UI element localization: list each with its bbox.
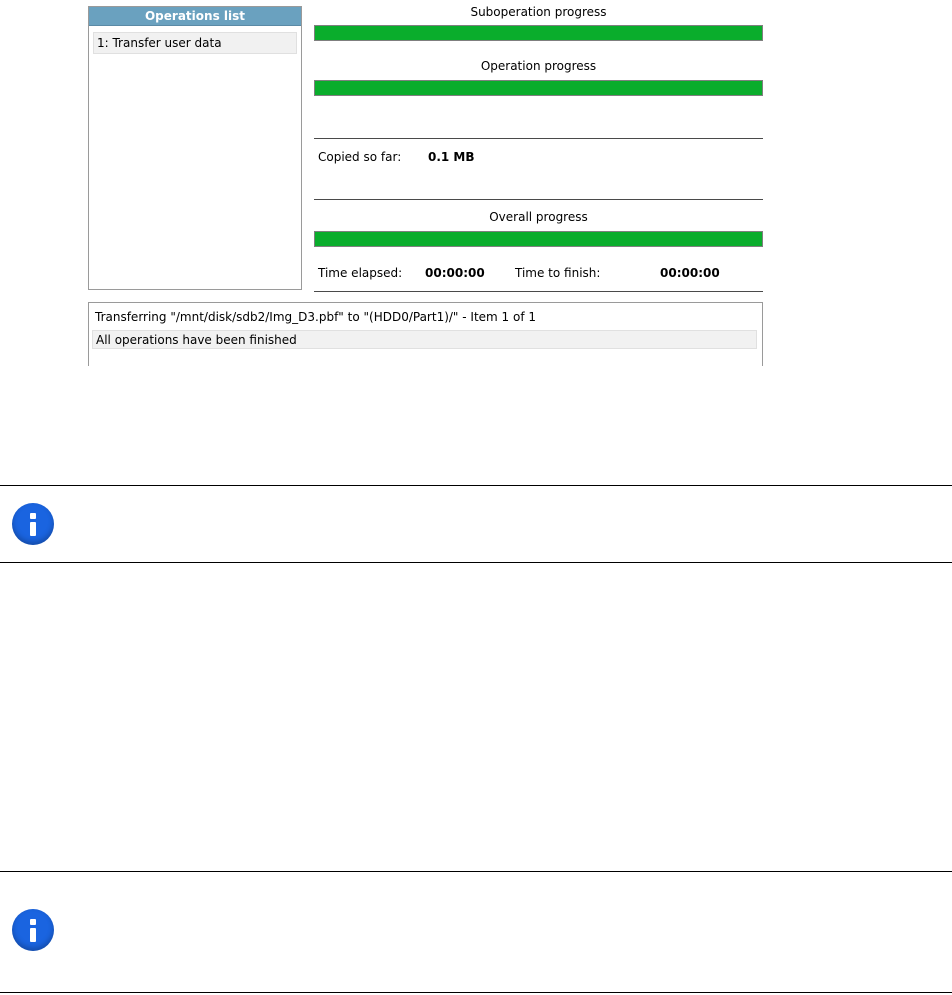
- overall-progress-fill: [315, 232, 762, 246]
- note-top-rule: [0, 871, 952, 872]
- divider: [314, 138, 763, 139]
- status-log-panel: [88, 302, 763, 366]
- info-icon: [12, 503, 54, 545]
- note-bottom-rule: [0, 562, 952, 563]
- copied-so-far-value: 0.1 MB: [428, 150, 475, 164]
- note-top-rule: [0, 485, 952, 486]
- time-to-finish-label: Time to finish:: [515, 266, 601, 280]
- operation-progress-bar: [314, 80, 763, 96]
- operations-list-header: Operations list: [89, 7, 301, 26]
- divider: [314, 291, 763, 292]
- suboperation-progress-label: Suboperation progress: [470, 5, 607, 19]
- copied-so-far-label: Copied so far:: [318, 150, 402, 164]
- operation-list-item[interactable]: 1: Transfer user data: [93, 32, 297, 54]
- operations-list-panel: [88, 6, 302, 290]
- time-elapsed-label: Time elapsed:: [318, 266, 403, 280]
- log-line: Transferring "/mnt/disk/sdb2/Img_D3.pbf" to "(HDD0/Part1)/" - Item 1 of 1: [95, 310, 537, 324]
- log-line-selected[interactable]: All operations have been finished: [92, 330, 757, 349]
- operation-progress-fill: [315, 81, 762, 95]
- divider: [314, 199, 763, 200]
- overall-progress-label: Overall progress: [489, 210, 588, 224]
- time-elapsed-value: 00:00:00: [425, 266, 485, 280]
- note-bottom-rule: [0, 992, 952, 993]
- overall-progress-bar: [314, 231, 763, 247]
- time-to-finish-value: 00:00:00: [660, 266, 720, 280]
- info-icon: [12, 909, 54, 951]
- suboperation-progress-fill: [315, 26, 762, 40]
- suboperation-progress-bar: [314, 25, 763, 41]
- operation-progress-label: Operation progress: [480, 59, 597, 73]
